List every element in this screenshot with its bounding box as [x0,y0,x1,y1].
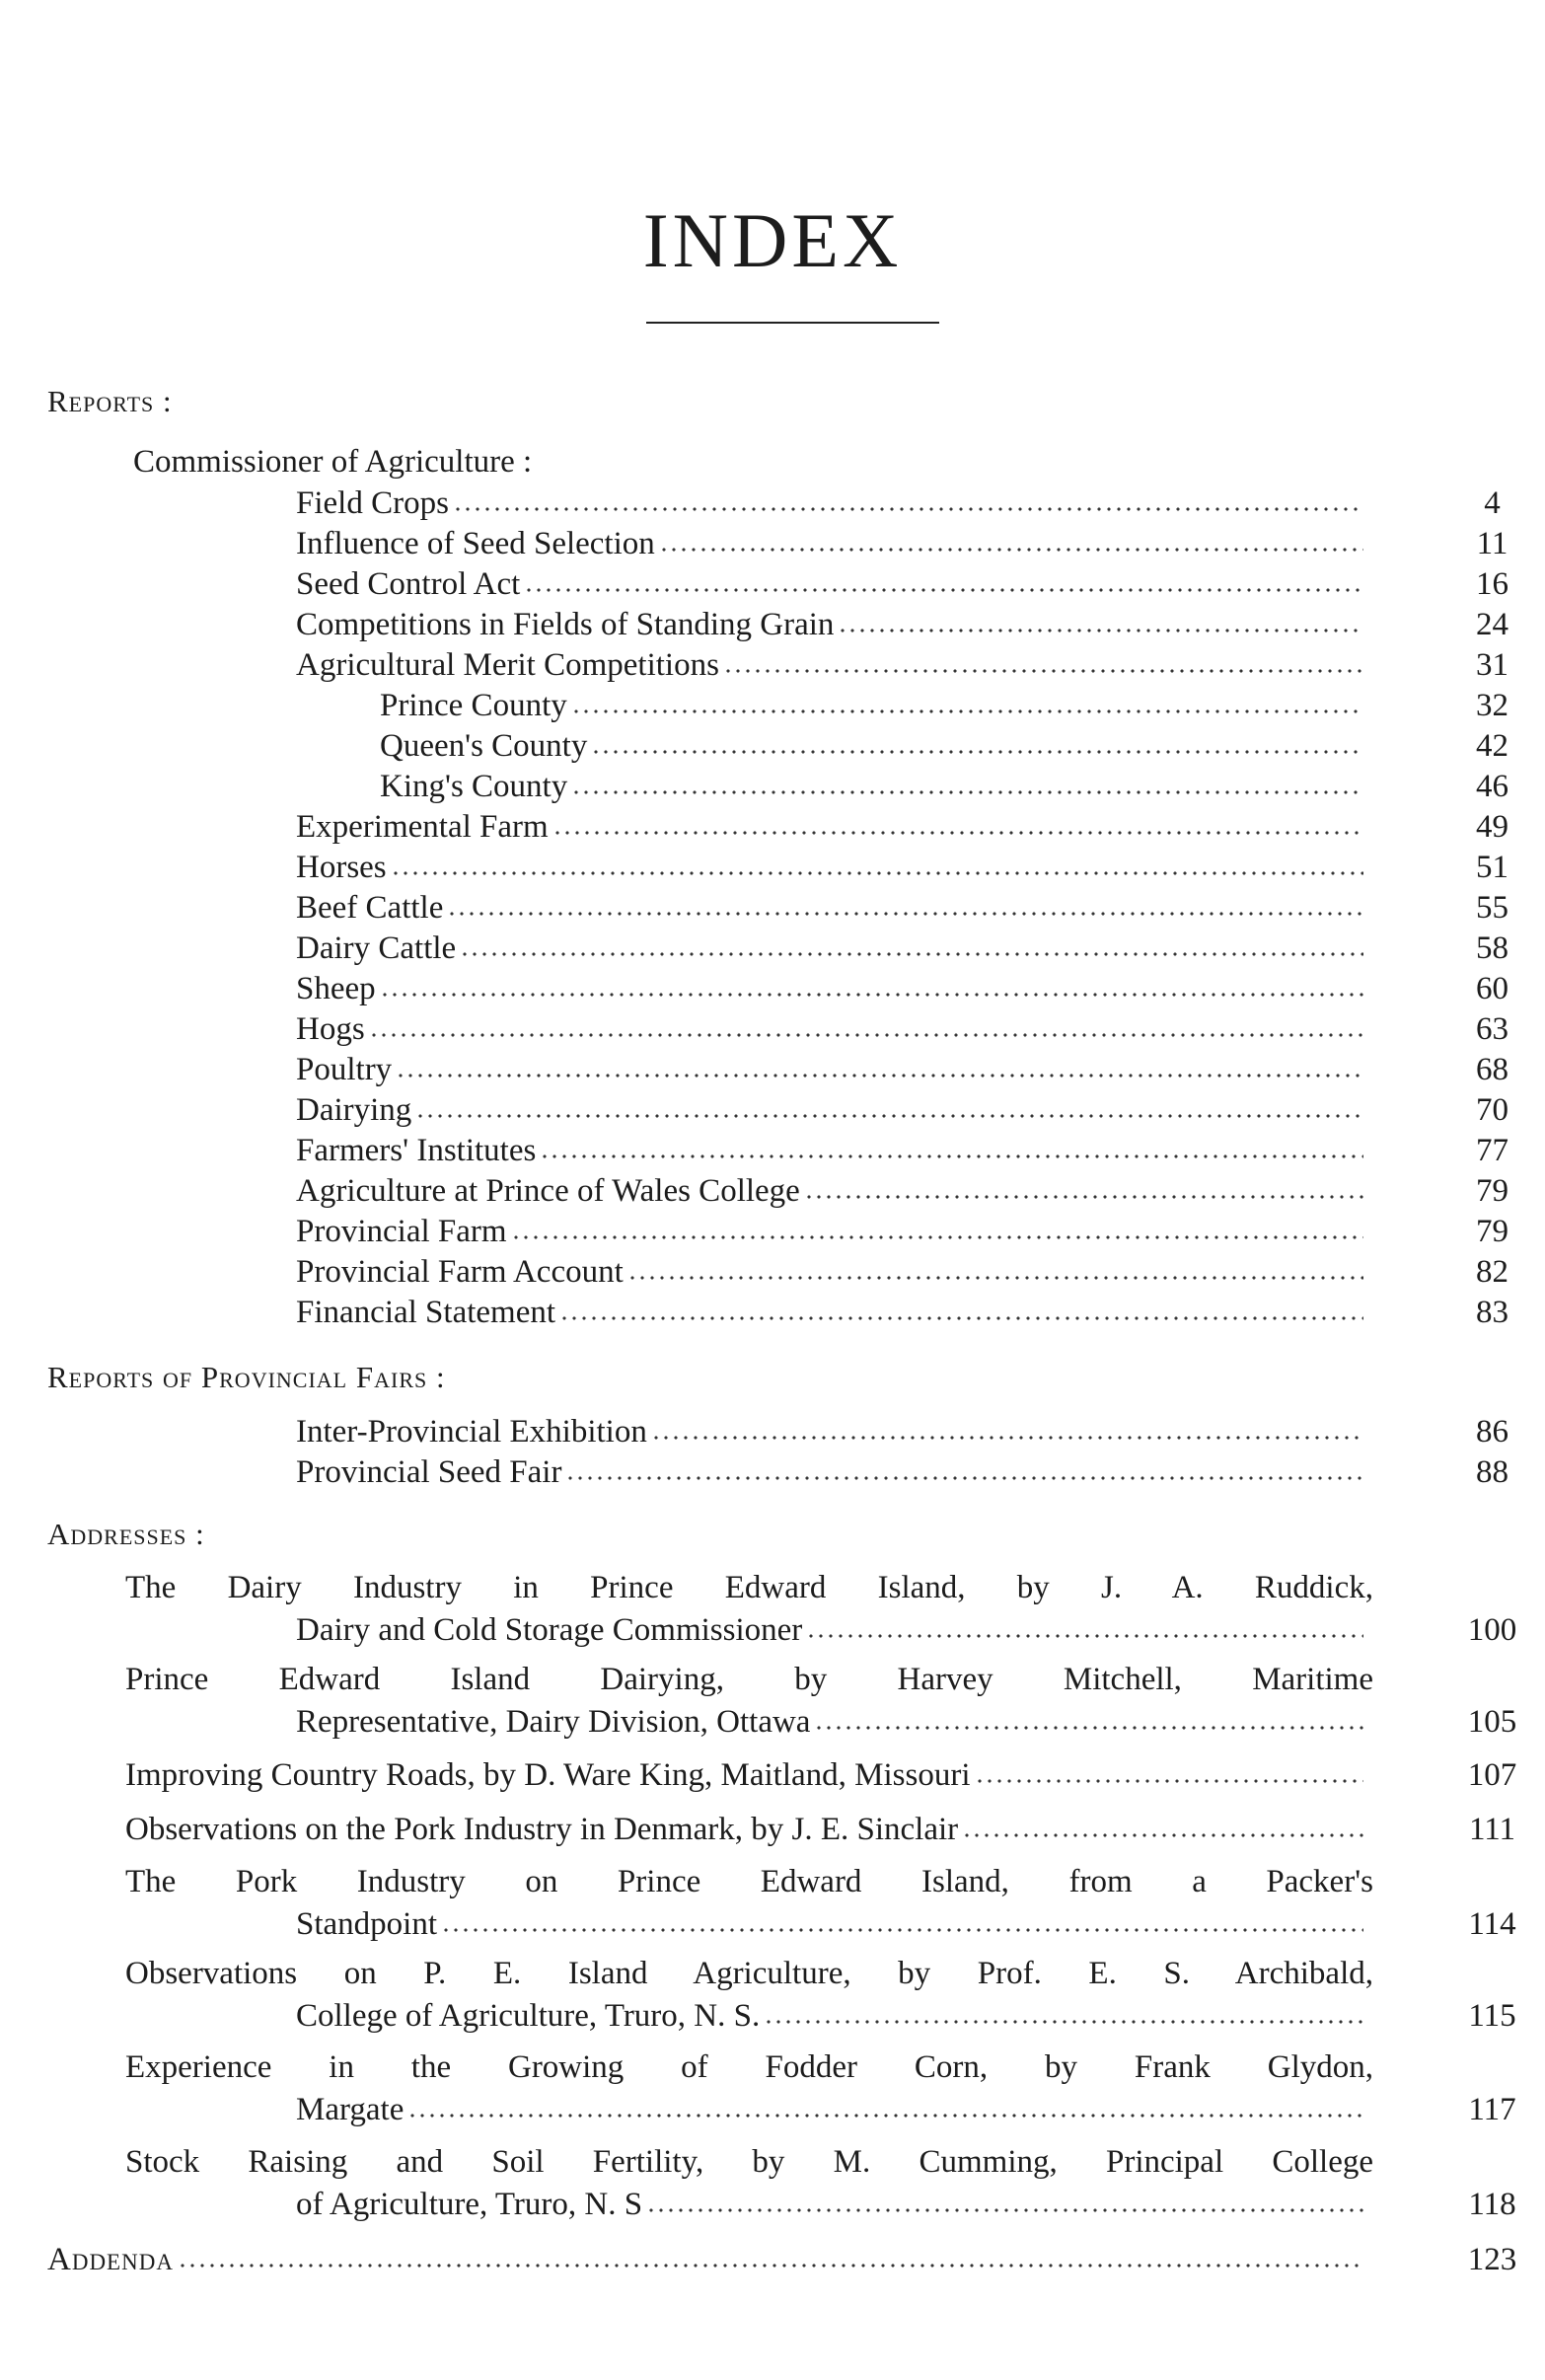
dot-leader [838,627,1363,634]
index-entry: Provincial Farm [296,1212,1371,1251]
page-number: 4 [1484,485,1501,521]
address-entry-title: The Pork Industry on Prince Edward Island, from a Packer's [125,1864,1373,1899]
address-entry-continuation: Dairy and Cold Storage Commissioner [296,1610,1371,1650]
index-entry: Agriculture at Prince of Wales College [296,1171,1371,1211]
dot-leader [380,991,1363,999]
page-number: 77 [1476,1133,1508,1168]
address-entry-continuation: Margate [296,2090,1371,2129]
index-subentry: King's County [380,767,1371,806]
dot-leader [415,1112,1363,1120]
page-number: 58 [1476,930,1508,966]
page-title: INDEX [642,197,903,283]
index-entry: Experimental Farm [296,807,1371,847]
dot-leader [659,546,1363,554]
page-number: 70 [1476,1092,1508,1128]
commissioner-heading: Commissioner of Agriculture : [133,444,533,480]
page-number: 55 [1476,890,1508,926]
dot-leader [627,1274,1363,1282]
page-number: 100 [1467,1612,1517,1648]
dot-leader [764,2018,1363,2026]
page-number: 111 [1468,1812,1516,1847]
dot-leader [591,748,1363,756]
address-entry-title: Observations on P. E. Island Agriculture, by Prof. E. S. Archibald, [125,1956,1373,1991]
page-number: 79 [1476,1173,1508,1209]
dot-leader [369,1031,1363,1039]
dot-leader [552,829,1363,837]
page-number: 60 [1476,971,1508,1006]
dot-leader [723,667,1363,675]
dot-leader [453,505,1363,513]
dot-leader [524,586,1363,594]
index-entry: Competitions in Fields of Standing Grain [296,605,1371,644]
dot-leader [814,1724,1363,1732]
dot-leader [441,1926,1363,1934]
index-entry: Dairy Cattle [296,929,1371,968]
index-entry: Farmers' Institutes [296,1131,1371,1170]
address-entry-title: Prince Edward Island Dairying, by Harvey Mitchell, Maritime [125,1662,1373,1697]
page-number: 42 [1476,728,1508,764]
address-entry-continuation: Standpoint [296,1904,1371,1944]
dot-leader [447,910,1363,918]
dot-leader [178,2262,1363,2269]
page-number: 49 [1476,809,1508,845]
title-rule [646,322,939,324]
address-entry-continuation: of Agriculture, Truro, N. S [296,2185,1371,2224]
page-number: 83 [1476,1295,1508,1330]
dot-leader [571,788,1363,796]
page-number: 115 [1468,1998,1516,2034]
index-entry: Dairying [296,1090,1371,1130]
page-number: 32 [1476,688,1508,723]
index-entry: Seed Control Act [296,564,1371,604]
index-entry: Horses [296,848,1371,887]
dot-leader [407,2112,1363,2120]
dot-leader [565,1474,1363,1482]
index-entry: Provincial Farm Account [296,1252,1371,1292]
index-entry: Field Crops [296,483,1371,523]
address-entry-title: Observations on the Pork Industry in Denmark, by J. E. Sinclair [125,1810,1371,1849]
page-number: 123 [1467,2242,1517,2277]
dot-leader [646,2206,1363,2214]
page-number: 11 [1476,526,1508,561]
index-entry: Provincial Seed Fair [296,1452,1371,1492]
dot-leader [511,1233,1363,1241]
page-number: 107 [1467,1757,1517,1793]
section-heading-provincial-fairs: Reports of Provincial Fairs : [47,1360,446,1394]
page-number: 82 [1476,1254,1508,1290]
index-entry: Inter-Provincial Exhibition [296,1412,1371,1451]
page-number: 88 [1476,1454,1508,1490]
dot-leader [806,1632,1363,1640]
dot-leader [975,1777,1363,1785]
address-entry-continuation: College of Agriculture, Truro, N. S. [296,1996,1371,2036]
page-number: 79 [1476,1214,1508,1249]
dot-leader [540,1153,1363,1160]
index-entry: Influence of Seed Selection [296,524,1371,563]
page-number: 68 [1476,1052,1508,1087]
addenda-entry: Addenda [47,2240,1371,2279]
address-entry-continuation: Representative, Dairy Division, Ottawa [296,1702,1371,1742]
address-entry-title: The Dairy Industry in Prince Edward Island, by J. A. Ruddick, [125,1570,1373,1605]
page-number: 31 [1476,647,1508,683]
dot-leader [396,1072,1363,1079]
section-heading-addresses: Addresses : [47,1517,205,1551]
index-subentry: Queen's County [380,726,1371,766]
page-number: 51 [1476,850,1508,885]
index-entry: Financial Statement [296,1293,1371,1332]
address-entry-title: Improving Country Roads, by D. Ware King, Maitland, Missouri [125,1755,1371,1795]
page-number: 63 [1476,1011,1508,1047]
index-entry: Poultry [296,1050,1371,1089]
index-entry: Agricultural Merit Competitions [296,645,1371,685]
index-subentry: Prince County [380,686,1371,725]
address-entry-title: Stock Raising and Soil Fertility, by M. Cumming, Principal College [125,2144,1373,2180]
address-entry-title: Experience in the Growing of Fodder Corn, by Frank Glydon, [125,2049,1373,2085]
page-number: 117 [1468,2092,1516,2127]
dot-leader [571,707,1363,715]
page-number: 24 [1476,607,1508,642]
dot-leader [559,1314,1363,1322]
page-number: 46 [1476,769,1508,804]
page-number: 118 [1468,2187,1516,2222]
page-number: 105 [1467,1704,1517,1740]
dot-leader [804,1193,1363,1201]
dot-leader [962,1831,1363,1839]
dot-leader [651,1434,1363,1442]
dot-leader [391,869,1363,877]
page-number: 86 [1476,1414,1508,1450]
index-entry: Hogs [296,1009,1371,1049]
page-number: 114 [1468,1906,1516,1942]
index-entry: Beef Cattle [296,888,1371,928]
dot-leader [460,950,1363,958]
page-number: 16 [1476,566,1508,602]
index-entry: Sheep [296,969,1371,1008]
section-heading-reports: Reports : [47,384,173,418]
